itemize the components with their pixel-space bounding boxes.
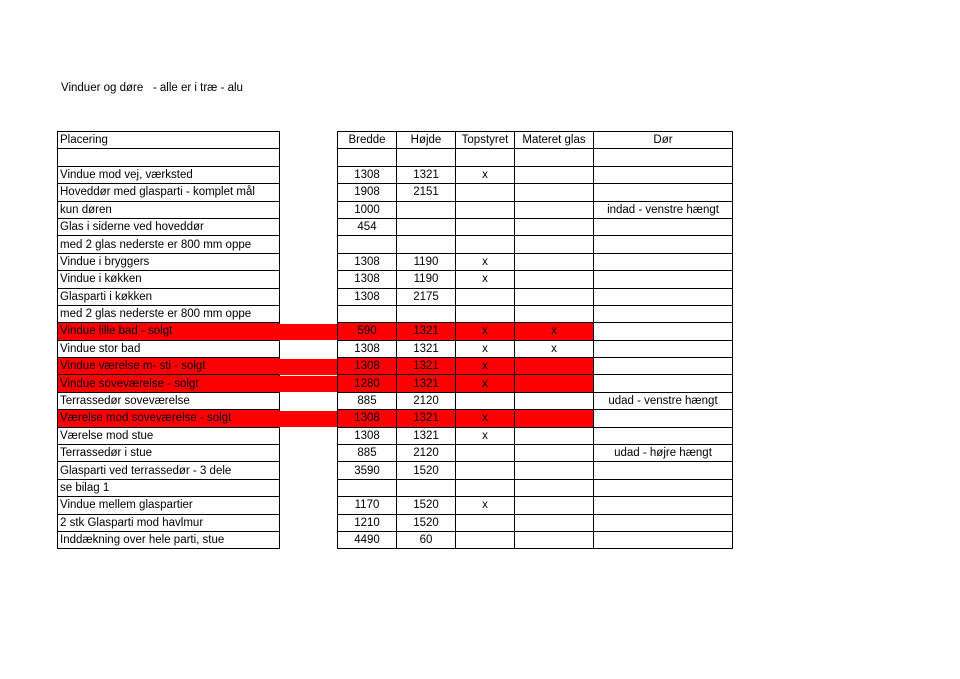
- cell-hojde: 2151: [397, 184, 456, 201]
- cell-hojde: 1520: [397, 514, 456, 531]
- cell-bredde: [338, 305, 397, 322]
- cell-topstyret: x: [456, 358, 515, 375]
- sold-row-band: [279, 359, 337, 375]
- cell-topstyret: x: [456, 271, 515, 288]
- cell-dor: [594, 462, 733, 479]
- cell-materet: [515, 184, 594, 201]
- cell-materet: [515, 218, 594, 235]
- cell-placering: Vindue i køkken: [58, 271, 280, 288]
- cell-materet: x: [515, 340, 594, 357]
- cell-placering: 2 stk Glasparti mod havlmur: [58, 514, 280, 531]
- table-row: [338, 149, 733, 166]
- cell-topstyret: [456, 305, 515, 322]
- cell-materet: [515, 497, 594, 514]
- table-row: [338, 427, 733, 444]
- cell-dor: [594, 340, 733, 357]
- cell-placering: Vindue mod vej, værksted: [58, 166, 280, 183]
- table-row: [338, 271, 733, 288]
- table-row: [338, 236, 733, 253]
- cell-materet: [515, 479, 594, 496]
- cell-dor: [594, 271, 733, 288]
- table-row: [58, 288, 280, 305]
- cell-dor: [594, 149, 733, 166]
- table-row: [338, 410, 733, 427]
- cell-dor: [594, 288, 733, 305]
- cell-materet: [515, 427, 594, 444]
- header-hojde: Højde: [397, 132, 456, 149]
- cell-materet: [515, 236, 594, 253]
- table-row: [338, 479, 733, 496]
- cell-hojde: 2120: [397, 445, 456, 462]
- cell-hojde: 1520: [397, 462, 456, 479]
- header-row: [338, 132, 733, 149]
- cell-materet: [515, 410, 594, 427]
- document-title: Vinduer og døre - alle er i træ - alu: [61, 82, 243, 94]
- table-row: [338, 375, 733, 392]
- table-row: [58, 184, 280, 201]
- cell-placering: Inddækning over hele parti, stue: [58, 531, 280, 548]
- cell-placering: kun døren: [58, 201, 280, 218]
- cell-materet: x: [515, 323, 594, 340]
- cell-bredde: 1280: [338, 375, 397, 392]
- cell-bredde: 1210: [338, 514, 397, 531]
- cell-topstyret: [456, 201, 515, 218]
- table-row: [58, 358, 280, 375]
- cell-topstyret: [456, 184, 515, 201]
- cell-materet: [515, 375, 594, 392]
- cell-topstyret: x: [456, 410, 515, 427]
- cell-dor: udad - venstre hængt: [594, 392, 733, 409]
- table-row: [338, 340, 733, 357]
- cell-topstyret: [456, 236, 515, 253]
- cell-hojde: 2120: [397, 392, 456, 409]
- cell-hojde: [397, 201, 456, 218]
- cell-placering: Vindue værelse m- sti - solgt: [58, 358, 280, 375]
- table-row: [58, 340, 280, 357]
- cell-dor: [594, 410, 733, 427]
- table-row: [338, 323, 733, 340]
- sold-row-band: [279, 324, 337, 340]
- cell-hojde: [397, 218, 456, 235]
- cell-topstyret: x: [456, 166, 515, 183]
- cell-topstyret: [456, 392, 515, 409]
- cell-materet: [515, 445, 594, 462]
- cell-placering: Vindue lille bad - solgt: [58, 323, 280, 340]
- cell-placering: Glasparti i køkken: [58, 288, 280, 305]
- cell-bredde: [338, 149, 397, 166]
- cell-topstyret: [456, 445, 515, 462]
- cell-hojde: 1321: [397, 410, 456, 427]
- table-row: [338, 462, 733, 479]
- cell-placering: Vindue stor bad: [58, 340, 280, 357]
- table-row: [338, 531, 733, 548]
- cell-topstyret: x: [456, 323, 515, 340]
- cell-bredde: 1170: [338, 497, 397, 514]
- table-row: [338, 166, 733, 183]
- table-row: [58, 462, 280, 479]
- sold-row-band: [279, 376, 337, 392]
- table-row: [338, 201, 733, 218]
- table-row: [58, 166, 280, 183]
- cell-placering: Glas i siderne ved hoveddør: [58, 218, 280, 235]
- table-row: [58, 445, 280, 462]
- cell-bredde: 590: [338, 323, 397, 340]
- table-row: [338, 253, 733, 270]
- cell-placering: Glasparti ved terrassedør - 3 dele: [58, 462, 280, 479]
- cell-placering: Vindue soveværelse - solgt: [58, 375, 280, 392]
- cell-bredde: [338, 236, 397, 253]
- cell-dor: [594, 305, 733, 322]
- table-row: [58, 149, 280, 166]
- table-row: [58, 497, 280, 514]
- table-row: [58, 218, 280, 235]
- cell-materet: [515, 271, 594, 288]
- cell-placering: [58, 149, 280, 166]
- table-row: [338, 497, 733, 514]
- table-row: [338, 392, 733, 409]
- cell-materet: [515, 166, 594, 183]
- cell-bredde: 1308: [338, 410, 397, 427]
- cell-dor: [594, 514, 733, 531]
- placement-table: [57, 131, 280, 549]
- cell-bredde: 1908: [338, 184, 397, 201]
- cell-hojde: [397, 236, 456, 253]
- cell-dor: [594, 358, 733, 375]
- cell-placering: med 2 glas nederste er 800 mm oppe: [58, 305, 280, 322]
- header-materet-glas: Materet glas: [515, 132, 594, 149]
- table-row: [58, 236, 280, 253]
- cell-hojde: 2175: [397, 288, 456, 305]
- cell-hojde: 1321: [397, 375, 456, 392]
- cell-topstyret: x: [456, 253, 515, 270]
- cell-hojde: [397, 479, 456, 496]
- table-row: [338, 445, 733, 462]
- cell-bredde: 1308: [338, 253, 397, 270]
- cell-dor: [594, 166, 733, 183]
- cell-dor: indad - venstre hængt: [594, 201, 733, 218]
- table-row: [58, 410, 280, 427]
- cell-topstyret: [456, 149, 515, 166]
- cell-placering: Værelse mod stue: [58, 427, 280, 444]
- cell-placering: Terrassedør i stue: [58, 445, 280, 462]
- cell-materet: [515, 149, 594, 166]
- cell-topstyret: x: [456, 375, 515, 392]
- cell-topstyret: [456, 288, 515, 305]
- cell-dor: [594, 479, 733, 496]
- cell-bredde: 4490: [338, 531, 397, 548]
- cell-hojde: 1321: [397, 323, 456, 340]
- header-placering: Placering: [58, 132, 280, 149]
- cell-materet: [515, 253, 594, 270]
- table-row: [58, 531, 280, 548]
- cell-dor: [594, 531, 733, 548]
- sold-row-band: [279, 411, 337, 427]
- cell-topstyret: x: [456, 427, 515, 444]
- table-row: [58, 514, 280, 531]
- cell-placering: med 2 glas nederste er 800 mm oppe: [58, 236, 280, 253]
- header-row: [58, 132, 280, 149]
- table-row: [58, 427, 280, 444]
- cell-topstyret: [456, 531, 515, 548]
- cell-dor: [594, 323, 733, 340]
- cell-dor: [594, 236, 733, 253]
- cell-placering: Værelse mod soveværelse - solgt: [58, 410, 280, 427]
- cell-bredde: 1308: [338, 358, 397, 375]
- table-row: [58, 479, 280, 496]
- cell-dor: udad - højre hængt: [594, 445, 733, 462]
- cell-dor: [594, 427, 733, 444]
- cell-hojde: 1321: [397, 358, 456, 375]
- dimensions-table: [337, 131, 733, 549]
- cell-bredde: 1308: [338, 427, 397, 444]
- table-row: [338, 218, 733, 235]
- cell-materet: [515, 305, 594, 322]
- table-row: [58, 271, 280, 288]
- cell-hojde: [397, 149, 456, 166]
- table-row: [338, 358, 733, 375]
- table-row: [58, 201, 280, 218]
- cell-materet: [515, 514, 594, 531]
- cell-hojde: 1321: [397, 166, 456, 183]
- table-row: [58, 305, 280, 322]
- cell-materet: [515, 201, 594, 218]
- cell-hojde: 1190: [397, 271, 456, 288]
- cell-dor: [594, 497, 733, 514]
- table-row: [338, 514, 733, 531]
- cell-materet: [515, 288, 594, 305]
- cell-placering: Vindue i bryggers: [58, 253, 280, 270]
- cell-topstyret: x: [456, 497, 515, 514]
- cell-topstyret: [456, 462, 515, 479]
- cell-hojde: 1321: [397, 427, 456, 444]
- cell-placering: se bilag 1: [58, 479, 280, 496]
- table-row: [338, 288, 733, 305]
- cell-topstyret: x: [456, 340, 515, 357]
- header-dor: Dør: [594, 132, 733, 149]
- cell-bredde: 885: [338, 392, 397, 409]
- cell-placering: Hoveddør med glasparti - komplet mål: [58, 184, 280, 201]
- cell-bredde: 454: [338, 218, 397, 235]
- cell-topstyret: [456, 479, 515, 496]
- cell-materet: [515, 462, 594, 479]
- cell-bredde: 1308: [338, 271, 397, 288]
- cell-dor: [594, 375, 733, 392]
- cell-materet: [515, 531, 594, 548]
- cell-hojde: 1520: [397, 497, 456, 514]
- cell-dor: [594, 218, 733, 235]
- table-row: [58, 323, 280, 340]
- cell-placering: Vindue mellem glaspartier: [58, 497, 280, 514]
- cell-hojde: 1321: [397, 340, 456, 357]
- cell-topstyret: [456, 514, 515, 531]
- cell-bredde: 1308: [338, 340, 397, 357]
- cell-topstyret: [456, 218, 515, 235]
- cell-bredde: 1000: [338, 201, 397, 218]
- cell-dor: [594, 184, 733, 201]
- cell-bredde: 885: [338, 445, 397, 462]
- table-row: [338, 184, 733, 201]
- header-topstyret: Topstyret: [456, 132, 515, 149]
- cell-hojde: 1190: [397, 253, 456, 270]
- cell-bredde: 1308: [338, 288, 397, 305]
- table-row: [338, 305, 733, 322]
- cell-bredde: 3590: [338, 462, 397, 479]
- table-row: [58, 392, 280, 409]
- cell-hojde: 60: [397, 531, 456, 548]
- table-row: [58, 253, 280, 270]
- cell-placering: Terrassedør soveværelse: [58, 392, 280, 409]
- cell-materet: [515, 392, 594, 409]
- table-row: [58, 375, 280, 392]
- cell-hojde: [397, 305, 456, 322]
- header-bredde: Bredde: [338, 132, 397, 149]
- cell-bredde: [338, 479, 397, 496]
- cell-dor: [594, 253, 733, 270]
- cell-bredde: 1308: [338, 166, 397, 183]
- cell-materet: [515, 358, 594, 375]
